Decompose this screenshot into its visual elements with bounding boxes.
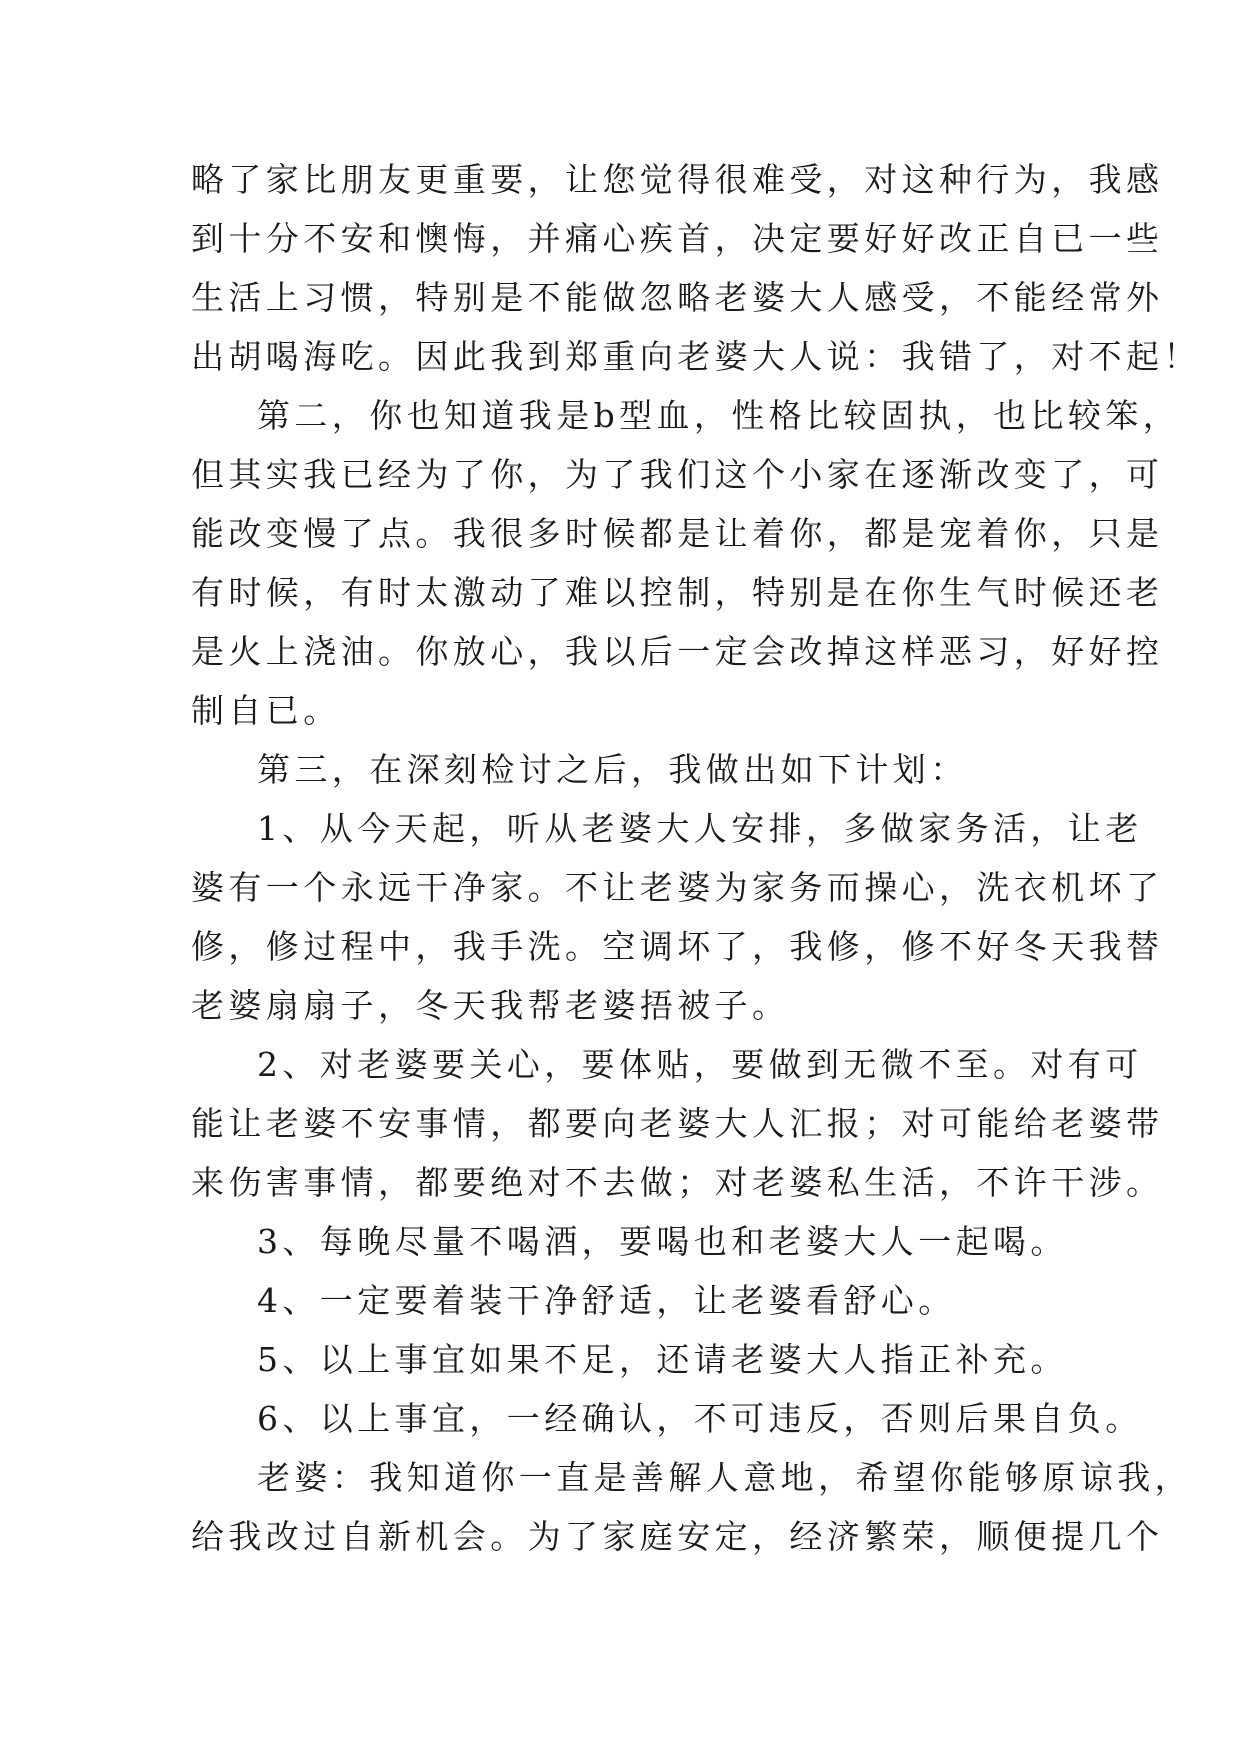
text-line-15: 老婆扇扇子，冬天我帮老婆捂被子。 xyxy=(191,986,790,1025)
text-line-1: 略了家比朋友更重要，让您觉得很难受，对这种行为，我感 xyxy=(191,160,1164,199)
text-line-12: 1、从今天起，听从老婆大人安排，多做家务活，让老 xyxy=(257,809,1143,848)
text-line-11: 第三，在深刻检讨之后，我做出如下计划： xyxy=(257,750,968,789)
text-line-3: 生活上习惯，特别是不能做忽略老婆大人感受，不能经常外 xyxy=(191,278,1164,317)
text-line-6: 但其实我已经为了你，为了我们这个小家在逐渐改变了，可 xyxy=(191,455,1164,494)
document-body xyxy=(191,150,1201,1566)
text-line-4: 出胡喝海吃。因此我到郑重向老婆大人说：我错了，对不起！ xyxy=(191,337,1201,376)
text-line-9: 是火上浇油。你放心，我以后一定会改掉这样恶习，好好控 xyxy=(191,632,1164,671)
text-line-19: 3、每晚尽量不喝酒，要喝也和老婆大人一起喝。 xyxy=(257,1222,1068,1261)
text-line-7: 能改变慢了点。我很多时候都是让着你，都是宠着你，只是 xyxy=(191,514,1164,553)
text-line-23: 老婆：我知道你一直是善解人意地，希望你能够原谅我， xyxy=(257,1458,1192,1497)
text-line-8: 有时候，有时太激动了难以控制，特别是在你生气时候还老 xyxy=(191,573,1164,612)
text-line-22: 6、以上事宜，一经确认，不可违反，否则后果自负。 xyxy=(257,1399,1143,1438)
text-line-20: 4、一定要着装干净舒适，让老婆看舒心。 xyxy=(257,1281,956,1320)
text-line-14: 修，修过程中，我手洗。空调坏了，我修，修不好冬天我替 xyxy=(191,927,1164,966)
text-line-21: 5、以上事宜如果不足，还请老婆大人指正补充。 xyxy=(257,1340,1068,1379)
text-line-17: 能让老婆不安事情，都要向老婆大人汇报；对可能给老婆带 xyxy=(191,1104,1164,1143)
text-line-5: 第二，你也知道我是b型血，性格比较固执，也比较笨， xyxy=(257,396,1181,435)
text-line-18: 来伤害事情，都要绝对不去做；对老婆私生活，不许干涉。 xyxy=(191,1163,1164,1202)
text-line-16: 2、对老婆要关心，要体贴，要做到无微不至。对有可 xyxy=(257,1045,1143,1084)
text-line-24: 给我改过自新机会。为了家庭安定，经济繁荣，顺便提几个 xyxy=(191,1517,1164,1556)
text-line-2: 到十分不安和懊悔，并痛心疾首，决定要好好改正自已一些 xyxy=(191,219,1164,258)
text-line-10: 制自已。 xyxy=(191,691,341,730)
text-line-13: 婆有一个永远干净家。不让老婆为家务而操心，洗衣机坏了 xyxy=(191,868,1164,907)
